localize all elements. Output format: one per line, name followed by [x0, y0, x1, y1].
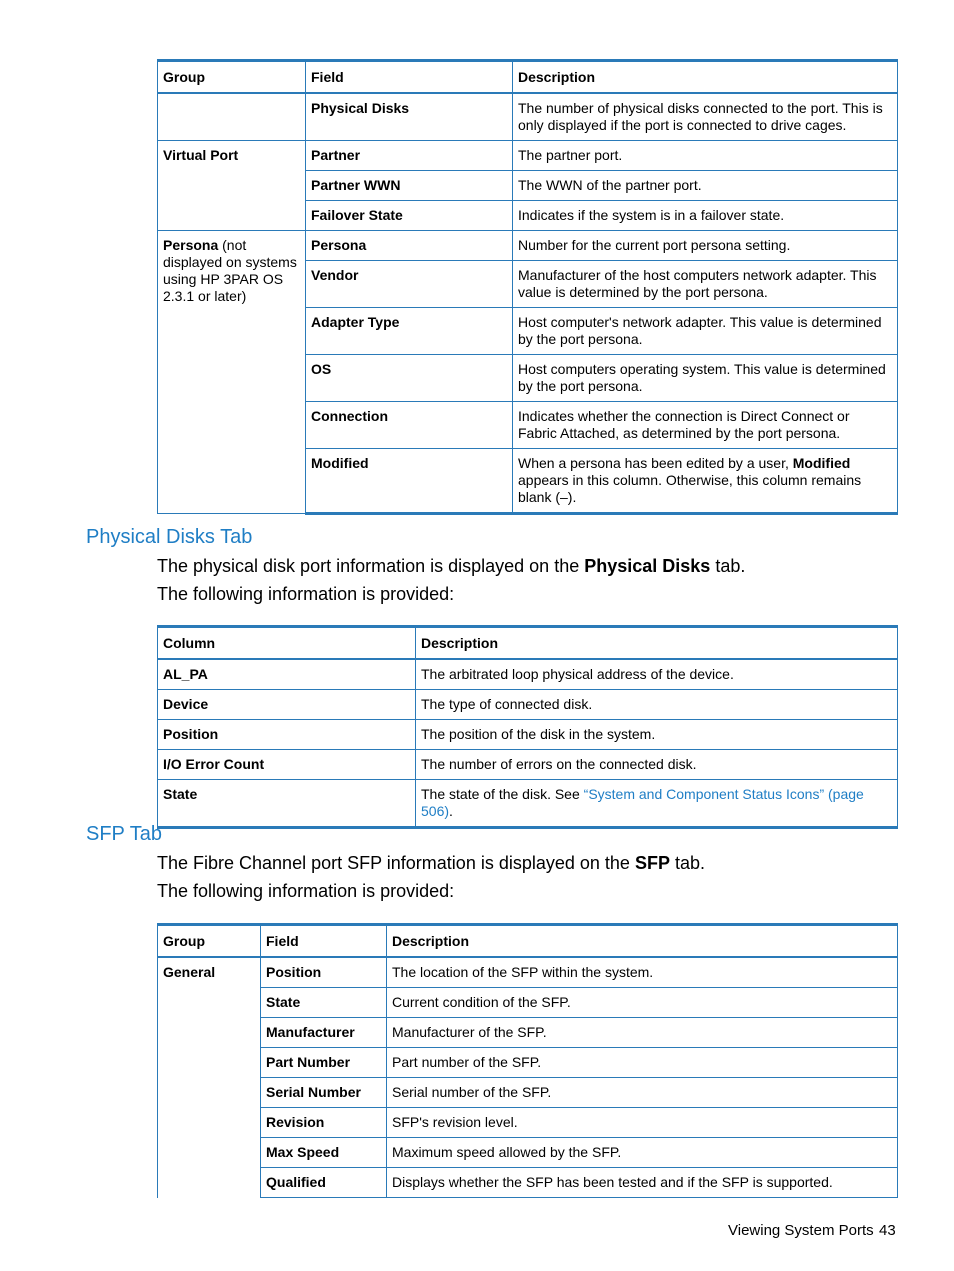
table-row	[158, 93, 898, 141]
column-header: Group	[158, 61, 306, 94]
description-text: appears in this column. Otherwise, this column remains blank (–).	[518, 472, 862, 505]
port-details-table	[157, 59, 898, 515]
section-intro	[157, 853, 705, 874]
table-row	[158, 659, 898, 690]
description-text: The state of the disk. See	[421, 786, 584, 802]
description-cell: Indicates whether the connection is Direct Connect or Fabric Attached, as determined by the port persona.	[513, 402, 898, 449]
section-heading-sfp: SFP Tab	[86, 823, 162, 845]
intro-text: The physical disk port information is displayed on the	[157, 556, 585, 576]
description-cell: Serial number of the SFP.	[387, 1078, 898, 1108]
description-cell: Host computer's network adapter. This value is determined by the port persona.	[513, 308, 898, 355]
table-row	[158, 1168, 898, 1198]
description-text: .	[449, 803, 453, 819]
field-cell: Persona	[306, 231, 513, 261]
description-text: When a persona has been edited by a user,	[518, 455, 793, 471]
field-cell: Physical Disks	[306, 93, 513, 141]
column-header: Description	[387, 925, 898, 958]
description-cell: The position of the disk in the system.	[416, 720, 898, 750]
description-cell: The arbitrated loop physical address of the device.	[416, 659, 898, 690]
table-row	[158, 988, 898, 1018]
table-row	[158, 957, 898, 988]
field-cell: Partner WWN	[306, 171, 513, 201]
description-cell: Current condition of the SFP.	[387, 988, 898, 1018]
section-intro	[157, 556, 745, 577]
table-row	[158, 1018, 898, 1048]
group-note: (not displayed on systems using HP 3PAR OS 2.3.1 or later)	[163, 237, 297, 304]
table-row	[158, 690, 898, 720]
field-cell: Vendor	[306, 261, 513, 308]
page-number: 43	[879, 1222, 896, 1239]
column-cell: I/O Error Count	[158, 750, 416, 780]
group-cell: General	[158, 957, 261, 1198]
footer-section-title: Viewing System Ports	[728, 1222, 874, 1239]
table-row	[158, 1108, 898, 1138]
description-cell: The number of physical disks connected to the port. This is only displayed if the port is connected to drive cages.	[513, 93, 898, 141]
table-row	[158, 1048, 898, 1078]
description-cell: Indicates if the system is in a failover state.	[513, 201, 898, 231]
table-row	[158, 231, 898, 261]
field-cell: Modified	[306, 449, 513, 514]
section-lead: The following information is provided:	[157, 881, 455, 901]
intro-text: tab.	[669, 853, 705, 873]
field-cell: Partner	[306, 141, 513, 171]
column-cell: State	[158, 780, 416, 828]
field-cell: OS	[306, 355, 513, 402]
description-cell: Manufacturer of the SFP.	[387, 1018, 898, 1048]
description-cell: Number for the current port persona setting.	[513, 231, 898, 261]
description-cell	[513, 449, 898, 514]
field-cell: Qualified	[261, 1168, 387, 1198]
group-cell	[158, 231, 306, 514]
table-row	[158, 1078, 898, 1108]
column-header: Column	[158, 627, 416, 660]
column-header: Description	[416, 627, 898, 660]
tab-name: Physical Disks	[584, 556, 711, 576]
description-cell: The partner port.	[513, 141, 898, 171]
description-cell: The location of the SFP within the system.	[387, 957, 898, 988]
description-cell	[416, 780, 898, 828]
description-cell: The type of connected disk.	[416, 690, 898, 720]
field-cell: Failover State	[306, 201, 513, 231]
intro-text: The Fibre Channel port SFP information is displayed on the	[157, 853, 635, 873]
table-row	[158, 720, 898, 750]
field-cell: Position	[261, 957, 387, 988]
description-cell: The WWN of the partner port.	[513, 171, 898, 201]
physical-disks-table	[157, 625, 898, 829]
column-cell: Position	[158, 720, 416, 750]
table-row	[158, 750, 898, 780]
column-header: Description	[513, 61, 898, 94]
intro-text: tab.	[710, 556, 746, 576]
column-header: Group	[158, 925, 261, 958]
field-cell: Revision	[261, 1108, 387, 1138]
table-row	[158, 1138, 898, 1168]
description-cell: Part number of the SFP.	[387, 1048, 898, 1078]
section-lead: The following information is provided:	[157, 584, 455, 604]
field-cell: Part Number	[261, 1048, 387, 1078]
group-name: Persona	[163, 237, 219, 253]
table-row	[158, 141, 898, 171]
column-header: Field	[306, 61, 513, 94]
field-cell: Connection	[306, 402, 513, 449]
field-cell: Serial Number	[261, 1078, 387, 1108]
column-cell: AL_PA	[158, 659, 416, 690]
status-icons-link[interactable]: “System and Component Status Icons” (page 506)	[421, 786, 864, 819]
sfp-table	[157, 923, 898, 1198]
table-row	[158, 780, 898, 828]
group-cell: Virtual Port	[158, 141, 306, 231]
section-heading-physical-disks: Physical Disks Tab	[86, 526, 253, 548]
table-header-row	[158, 61, 898, 94]
column-header: Field	[261, 925, 387, 958]
modified-term: Modified	[792, 455, 851, 471]
description-cell: Maximum speed allowed by the SFP.	[387, 1138, 898, 1168]
field-cell: Manufacturer	[261, 1018, 387, 1048]
column-cell: Device	[158, 690, 416, 720]
description-cell: SFP's revision level.	[387, 1108, 898, 1138]
description-cell: Manufacturer of the host computers network adapter. This value is determined by the port persona.	[513, 261, 898, 308]
table-header-row	[158, 925, 898, 958]
group-cell	[158, 93, 306, 141]
field-cell: Max Speed	[261, 1138, 387, 1168]
field-cell: Adapter Type	[306, 308, 513, 355]
field-cell: State	[261, 988, 387, 1018]
description-cell: Displays whether the SFP has been tested and if the SFP is supported.	[387, 1168, 898, 1198]
description-cell: Host computers operating system. This value is determined by the port persona.	[513, 355, 898, 402]
description-cell: The number of errors on the connected disk.	[416, 750, 898, 780]
table-header-row	[158, 627, 898, 660]
tab-name: SFP	[634, 853, 670, 873]
